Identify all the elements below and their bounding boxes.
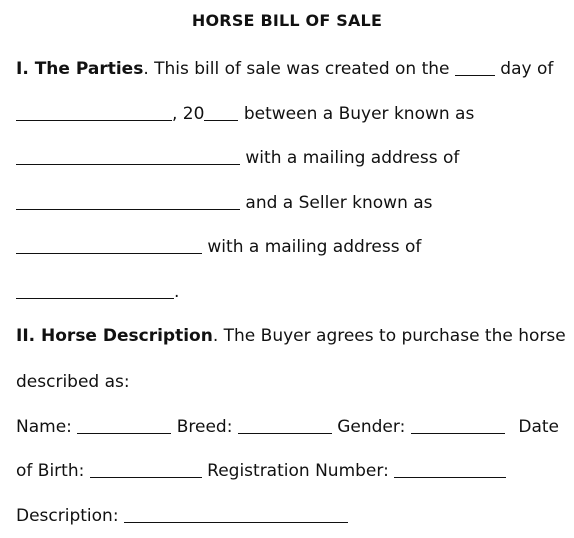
buyer-agrees-text: . The Buyer agrees to purchase the horse [212,326,566,346]
seller-name-blank-field[interactable] [16,237,202,254]
date-of-birth-blank-field[interactable] [90,461,202,478]
horse-details-line-3 [16,505,566,527]
breed-blank-field[interactable] [238,417,332,434]
gender-blank-field[interactable] [411,417,505,434]
parties-line-1 [16,58,566,80]
document-title: HORSE BILL OF SALE [191,11,383,30]
parties-line-3 [16,147,566,169]
name-label: Name: [16,417,78,437]
day-blank-field[interactable] [455,59,495,76]
gender-label: Gender: [331,417,411,437]
seller-address-text: with a mailing address of [202,237,422,257]
registration-number-label: Registration Number: [201,461,395,481]
date-label: Date [518,417,559,437]
year-blank-field[interactable] [204,104,238,121]
day-of-text: day of [494,59,554,79]
horse-details-line-1 [16,416,566,438]
parties-line-4 [16,192,566,214]
horse-name-blank-field[interactable] [77,417,171,434]
seller-known-text: and a Seller known as [240,193,433,213]
section-heading-horse-description: II. Horse Description [16,326,213,346]
buyer-address-text: with a mailing address of [240,148,460,168]
registration-number-blank-field[interactable] [394,461,506,478]
year-prefix-text: , 20 [172,104,205,124]
parties-line-6 [16,281,566,303]
parties-line-2 [16,103,566,125]
section-heading-parties: I. The Parties [16,59,144,79]
buyer-address-blank-field[interactable] [16,193,240,210]
horse-description-line-2 [16,371,566,393]
parties-line-5 [16,236,566,258]
horse-description-line-1 [16,325,566,347]
horse-details-line-2 [16,460,566,482]
description-label: Description: [16,506,124,526]
breed-label: Breed: [171,417,238,437]
period-text: . [174,282,180,302]
buyer-name-blank-field[interactable] [16,148,240,165]
buyer-known-text: between a Buyer known as [238,104,475,124]
described-as-text: described as: [16,372,130,392]
date-of-birth-label: of Birth: [16,461,90,481]
description-blank-field[interactable] [124,506,348,523]
parties-intro-text: . This bill of sale was created on the [143,59,455,79]
seller-address-blank-field[interactable] [16,282,174,299]
month-blank-field[interactable] [16,104,172,121]
